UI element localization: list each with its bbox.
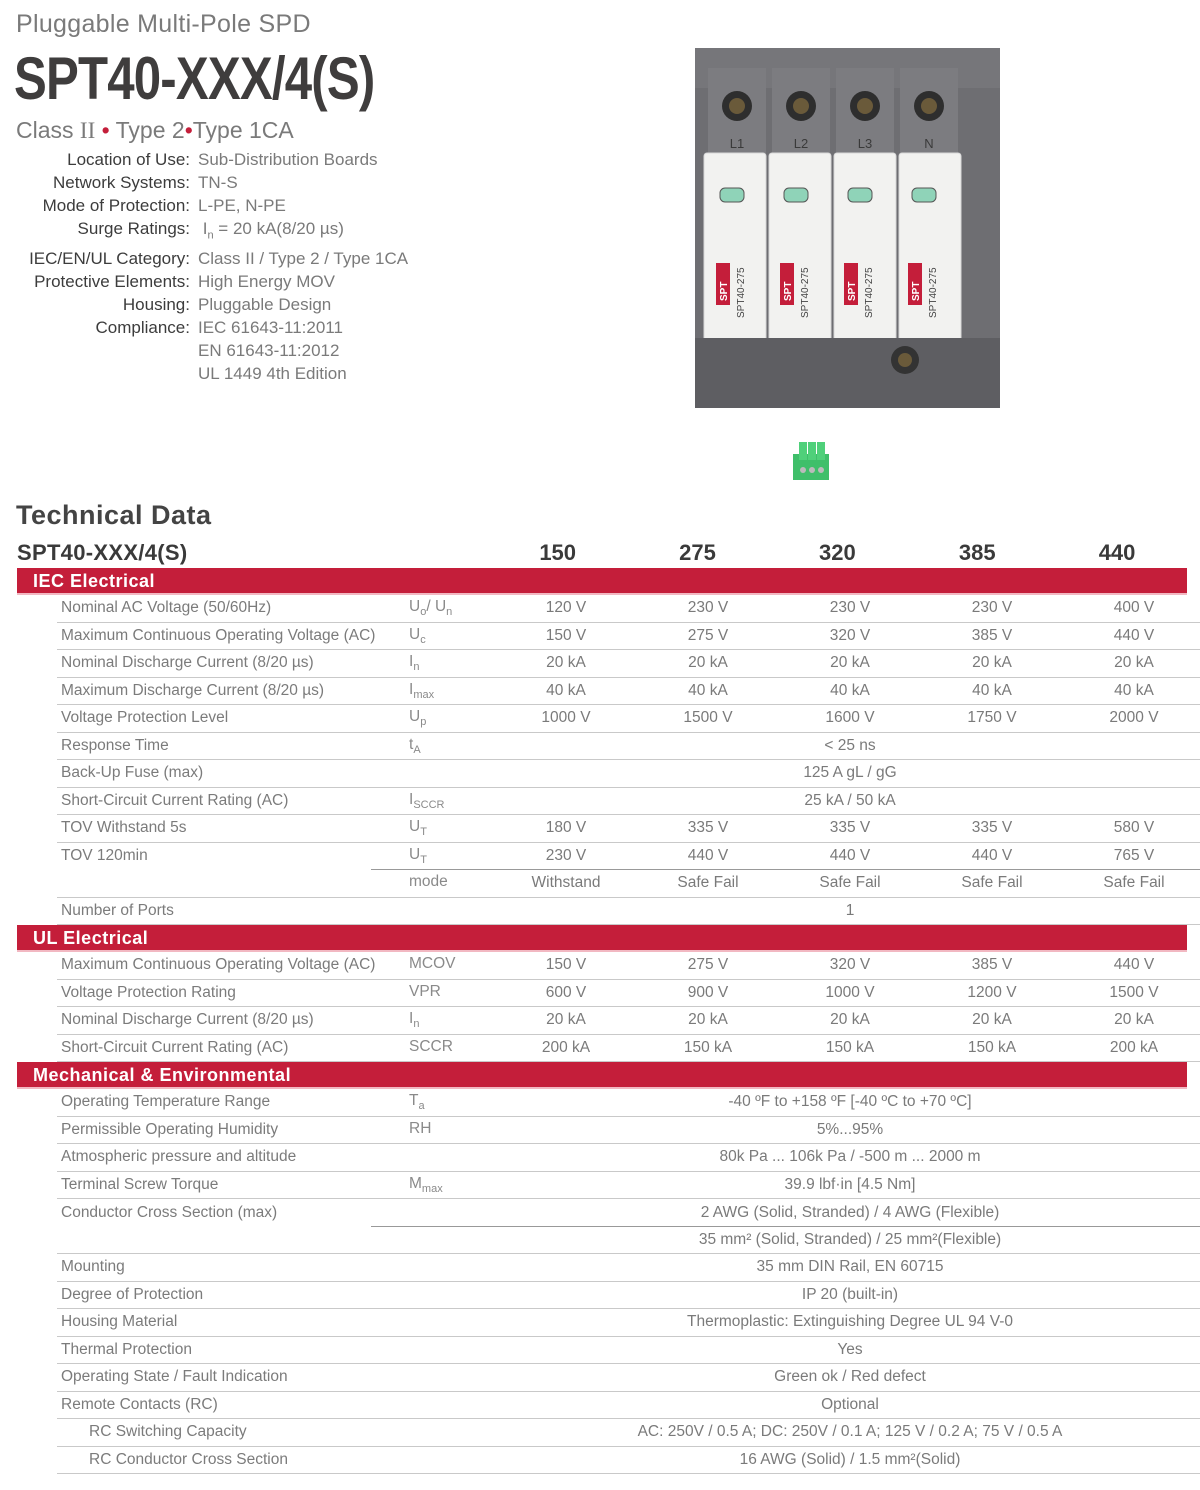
- spec-row: [0, 339, 440, 362]
- table-row: [57, 1364, 1200, 1392]
- row-symbol: [409, 983, 495, 1003]
- row-value: Safe Fail: [819, 874, 881, 892]
- spec-row: [0, 217, 440, 247]
- row-symbol: [409, 791, 495, 811]
- mechanical-rows: [17, 1089, 1187, 1474]
- row-value: 1500 V: [683, 709, 733, 727]
- row-value-merged: 25 kA / 50 kA: [804, 791, 896, 809]
- spec-label: Location of Use:: [67, 150, 190, 169]
- table-row: [57, 1089, 1200, 1117]
- row-symbol: [409, 846, 495, 866]
- row-symbol: [409, 1010, 495, 1030]
- symbol-subscript: n: [413, 661, 420, 674]
- symbol-main: t: [409, 735, 414, 753]
- row-value: 120 V: [545, 599, 587, 617]
- symbol-main: U: [409, 708, 421, 726]
- row-value: 440 V: [971, 847, 1013, 865]
- symbol-main: U: [409, 625, 421, 643]
- section-header-mechanical: Mechanical & Environmental: [17, 1062, 1187, 1089]
- spec-row: [0, 194, 440, 217]
- spec-value: IEC 61643-11:2011: [198, 318, 343, 338]
- table-row: [57, 1447, 1200, 1475]
- product-image: [690, 38, 1030, 418]
- row-label: Maximum Continuous Operating Voltage (AC): [61, 956, 376, 974]
- row-value: 1000 V: [541, 709, 591, 727]
- row-label: Operating Temperature Range: [61, 1093, 271, 1111]
- table-row: [57, 980, 1200, 1008]
- row-label: Voltage Protection Level: [61, 709, 229, 727]
- table-row: [57, 1117, 1200, 1145]
- row-value: 275 V: [687, 626, 729, 644]
- row-value-merged: Thermoplastic: Extinguishing Degree UL 94 V-0: [687, 1313, 1013, 1331]
- symbol-main: I: [409, 790, 414, 808]
- partial-divider: [371, 1226, 1200, 1227]
- row-value: Safe Fail: [961, 874, 1023, 892]
- spec-value-subscript: n: [207, 229, 214, 242]
- row-label: Maximum Continuous Operating Voltage (AC): [61, 626, 376, 644]
- class-roman: II: [79, 118, 96, 143]
- separator-dot: •: [95, 117, 116, 143]
- row-value: 335 V: [687, 819, 729, 837]
- row-value-merged: 39.9 lbf·in [4.5 Nm]: [784, 1175, 916, 1193]
- row-value: 765 V: [1113, 847, 1155, 865]
- row-value-merged: < 25 ns: [824, 736, 876, 754]
- row-label: Nominal Discharge Current (8/20 µs): [61, 654, 314, 672]
- row-symbol: [409, 708, 495, 728]
- section-header-ul: UL Electrical: [17, 925, 1187, 952]
- symbol-subscript: T: [420, 854, 427, 867]
- table-row: [57, 952, 1200, 980]
- table-row: [57, 650, 1200, 678]
- symbol-main: RH: [409, 1119, 432, 1137]
- row-value: 150 kA: [683, 1038, 733, 1056]
- row-value-merged: Yes: [837, 1340, 863, 1358]
- row-value: 1600 V: [825, 709, 875, 727]
- symbol-main: SCCR: [409, 1037, 453, 1055]
- row-value-merged: 80k Pa ... 106k Pa / -500 m ... 2000 m: [719, 1148, 981, 1166]
- row-label: RC Conductor Cross Section: [89, 1450, 288, 1468]
- row-value: 230 V: [687, 599, 729, 617]
- separator-dot: •: [184, 117, 193, 143]
- table-row: [57, 760, 1200, 788]
- symbol-main: U: [409, 598, 421, 616]
- row-label: Mounting: [61, 1258, 125, 1276]
- table-model-header: SPT40-XXX/4(S): [17, 540, 188, 565]
- table-row: [57, 1035, 1200, 1063]
- spec-label: IEC/EN/UL Category:: [29, 249, 190, 269]
- table-row: [57, 1309, 1200, 1337]
- status-indicator-window: [912, 188, 936, 202]
- spec-value: [190, 217, 344, 247]
- row-symbol: [409, 653, 495, 673]
- pole-l3: [834, 68, 896, 348]
- brand-logo-text: SPT: [783, 281, 794, 301]
- table-row: [57, 1007, 1200, 1035]
- status-indicator-window: [784, 188, 808, 202]
- row-value: Safe Fail: [677, 874, 739, 892]
- spec-row: [0, 148, 440, 171]
- table-row: [57, 815, 1200, 843]
- row-value: 20 kA: [546, 1011, 586, 1029]
- spec-value: High Energy MOV: [198, 272, 335, 292]
- row-value: 200 kA: [541, 1038, 591, 1056]
- row-value: 180 V: [545, 819, 587, 837]
- row-value: 900 V: [687, 983, 729, 1001]
- table-row: [57, 678, 1200, 706]
- row-value: 440 V: [829, 847, 871, 865]
- remote-contact-connector-image: [791, 440, 831, 482]
- row-symbol: [409, 1175, 495, 1195]
- row-value: 2000 V: [1109, 709, 1159, 727]
- status-indicator-window: [848, 188, 872, 202]
- row-value-merged: IP 20 (built-in): [801, 1285, 899, 1303]
- row-label: Housing Material: [61, 1313, 178, 1331]
- row-value: 200 kA: [1109, 1038, 1159, 1056]
- table-row: [57, 595, 1200, 623]
- row-symbol: [409, 736, 495, 756]
- spec-label: Housing:: [122, 295, 190, 315]
- row-label: Degree of Protection: [61, 1285, 204, 1303]
- pole-label: L3: [857, 136, 873, 151]
- spec-value: Pluggable Design: [198, 295, 332, 315]
- table-row: [57, 1144, 1200, 1172]
- row-value-merged: 2 AWG (Solid, Stranded) / 4 AWG (Flexible): [700, 1203, 1000, 1221]
- pole-l1: [704, 68, 766, 348]
- row-value-merged: 1: [845, 901, 855, 919]
- row-value-merged: 5%...95%: [816, 1120, 884, 1138]
- row-value: 20 kA: [972, 1011, 1012, 1029]
- ul-rows: [17, 952, 1187, 1062]
- row-label: Short-Circuit Current Rating (AC): [61, 1038, 289, 1056]
- row-label: Conductor Cross Section (max): [61, 1203, 278, 1221]
- row-value-merged: -40 ºF to +158 ºF [-40 ºC to +70 ºC]: [728, 1093, 972, 1111]
- row-value: 335 V: [829, 819, 871, 837]
- table-row: [57, 1227, 1200, 1255]
- plug-module: [704, 153, 766, 348]
- row-value: 275 V: [687, 956, 729, 974]
- row-symbol: [409, 818, 495, 838]
- row-symbol: [409, 681, 495, 701]
- product-subtitle: Pluggable Multi-Pole SPD: [16, 10, 311, 38]
- row-value: 20 kA: [972, 654, 1012, 672]
- row-label: Short-Circuit Current Rating (AC): [61, 791, 289, 809]
- row-value-merged: Green ok / Red defect: [774, 1368, 926, 1386]
- spec-row: [0, 293, 440, 316]
- symbol-main: U: [409, 846, 421, 864]
- row-value: 440 V: [687, 847, 729, 865]
- symbol-main: M: [409, 1174, 422, 1192]
- table-row: [57, 733, 1200, 761]
- spec-label: Network Systems:: [53, 173, 190, 192]
- row-value: 440 V: [1113, 626, 1155, 644]
- section-header-iec: IEC Electrical: [17, 568, 1187, 595]
- symbol-subscript: max: [413, 688, 435, 701]
- partial-divider: [371, 869, 1200, 870]
- column-header: 385: [958, 540, 996, 565]
- row-symbol: [409, 626, 495, 646]
- row-value: 230 V: [971, 599, 1013, 617]
- row-value: 600 V: [545, 983, 587, 1001]
- row-label: Response Time: [61, 736, 169, 754]
- symbol-subscript-2: n: [446, 606, 453, 619]
- class-type1ca: Type 1CA: [192, 117, 294, 143]
- row-value: 20 kA: [688, 654, 728, 672]
- pole-label: L1: [729, 136, 745, 151]
- symbol-main: I: [409, 1010, 414, 1028]
- row-value: 230 V: [829, 599, 871, 617]
- row-symbol: [409, 1120, 495, 1140]
- symbol-main: VPR: [409, 982, 441, 1000]
- row-label: TOV Withstand 5s: [61, 819, 187, 837]
- pole-n: [899, 68, 961, 348]
- row-label: Nominal Discharge Current (8/20 µs): [61, 1011, 314, 1029]
- row-symbol: [409, 1092, 495, 1112]
- symbol-main-2: / U: [426, 598, 447, 616]
- row-value: 20 kA: [546, 654, 586, 672]
- row-value: 150 kA: [967, 1038, 1017, 1056]
- brand-logo-text: SPT: [911, 281, 922, 301]
- row-symbol: [409, 598, 495, 618]
- row-value-merged: AC: 250V / 0.5 A; DC: 250V / 0.1 A; 125 V / 0.2 A; 75 V / 0.5 A: [637, 1423, 1063, 1441]
- row-value: 320 V: [829, 956, 871, 974]
- row-value: Withstand: [531, 874, 601, 892]
- symbol-main: U: [409, 818, 421, 836]
- symbol-main: MCOV: [409, 955, 456, 973]
- spec-label: [0, 362, 190, 385]
- row-value: 1200 V: [967, 983, 1017, 1001]
- row-value-merged: 125 A gL / gG: [803, 764, 897, 782]
- row-value: 1000 V: [825, 983, 875, 1001]
- table-row: [57, 1282, 1200, 1310]
- module-model-label: SPT40-275: [928, 267, 939, 318]
- row-value: 385 V: [971, 626, 1013, 644]
- row-value-merged: 35 mm DIN Rail, EN 60715: [756, 1258, 944, 1276]
- module-model-label: SPT40-275: [736, 267, 747, 318]
- spec-label: Protective Elements:: [34, 272, 190, 292]
- table-row: [57, 1199, 1200, 1227]
- table-row: [57, 1392, 1200, 1420]
- column-header: 150: [539, 540, 577, 565]
- table-row: [57, 898, 1200, 926]
- spec-row: [0, 247, 440, 270]
- row-value: 40 kA: [830, 681, 870, 699]
- table-row: [57, 843, 1200, 871]
- spec-value: EN 61643-11:2012: [198, 341, 340, 361]
- row-value: 40 kA: [972, 681, 1012, 699]
- row-value: 400 V: [1113, 599, 1155, 617]
- row-label: Terminal Screw Torque: [61, 1175, 219, 1193]
- product-model-title: SPT40-XXX/4(S): [14, 45, 375, 112]
- pole-label: L2: [793, 136, 809, 151]
- column-header: 440: [1098, 540, 1136, 565]
- technical-data-title: Technical Data: [16, 500, 212, 530]
- row-value: 320 V: [829, 626, 871, 644]
- row-label: Maximum Discharge Current (8/20 µs): [61, 681, 325, 699]
- row-value-merged: 16 AWG (Solid) / 1.5 mm²(Solid): [739, 1450, 961, 1468]
- spec-label: [0, 339, 190, 362]
- spec-row: [0, 362, 440, 385]
- pole-label: N: [924, 136, 934, 151]
- symbol-subscript: c: [420, 633, 426, 646]
- row-value: 385 V: [971, 956, 1013, 974]
- table-header-row: [17, 536, 1187, 568]
- row-value: 335 V: [971, 819, 1013, 837]
- row-value: 580 V: [1113, 819, 1155, 837]
- spec-row: [0, 171, 440, 194]
- row-label: Permissible Operating Humidity: [61, 1120, 279, 1138]
- pole-l2: [769, 68, 831, 348]
- table-row: [57, 1337, 1200, 1365]
- row-value-merged: 35 mm² (Solid, Stranded) / 25 mm²(Flexible): [698, 1230, 1002, 1248]
- row-value: 440 V: [1113, 956, 1155, 974]
- product-class-line: [16, 117, 294, 144]
- spec-value: UL 1449 4th Edition: [198, 364, 347, 384]
- row-value: 20 kA: [688, 1011, 728, 1029]
- row-label: TOV 120min: [61, 847, 148, 865]
- table-row: [57, 1419, 1200, 1447]
- class-prefix: Class: [16, 117, 80, 143]
- row-label: Operating State / Fault Indication: [61, 1368, 288, 1386]
- symbol-subscript: p: [420, 716, 427, 729]
- module-model-label: SPT40-275: [800, 267, 811, 318]
- row-label: Number of Ports: [61, 901, 174, 919]
- row-value: 20 kA: [1114, 654, 1154, 672]
- row-value-merged: Optional: [821, 1395, 879, 1413]
- housing-bottom: [695, 338, 1000, 408]
- row-label: Back-Up Fuse (max): [61, 764, 204, 782]
- spec-row: [0, 316, 440, 339]
- spec-row: [0, 270, 440, 293]
- symbol-main: mode: [409, 873, 448, 891]
- symbol-subscript: SCCR: [413, 798, 445, 811]
- module-model-label: SPT40-275: [864, 267, 875, 318]
- row-value: 230 V: [545, 847, 587, 865]
- column-header: 275: [679, 540, 716, 565]
- symbol-subscript: n: [413, 1018, 420, 1031]
- row-value: 1750 V: [967, 709, 1017, 727]
- row-value: 40 kA: [1114, 681, 1154, 699]
- table-row: [57, 1254, 1200, 1282]
- row-value: Safe Fail: [1103, 874, 1165, 892]
- row-value: 20 kA: [830, 1011, 870, 1029]
- row-label: Remote Contacts (RC): [61, 1395, 218, 1413]
- iec-rows: [17, 595, 1187, 925]
- row-symbol: [409, 1038, 495, 1058]
- symbol-main: I: [409, 680, 414, 698]
- spec-label: Mode of Protection:: [42, 196, 190, 215]
- table-row: [57, 870, 1200, 898]
- table-row: [57, 788, 1200, 816]
- spec-value-prefix: I: [198, 219, 208, 238]
- row-label: Thermal Protection: [61, 1340, 192, 1358]
- spec-label: Surge Ratings:: [77, 219, 190, 238]
- key-specs-list: [0, 148, 440, 385]
- symbol-subscript: o: [420, 606, 427, 619]
- row-symbol: [409, 873, 495, 893]
- row-label: Atmospheric pressure and altitude: [61, 1148, 297, 1166]
- table-row: [57, 623, 1200, 651]
- row-value: 150 V: [545, 626, 587, 644]
- symbol-subscript: T: [420, 826, 427, 839]
- brand-logo-text: SPT: [847, 281, 858, 301]
- symbol-main: T: [409, 1092, 419, 1110]
- spec-value: Class II / Type 2 / Type 1CA: [198, 249, 409, 269]
- column-header: 320: [819, 540, 856, 565]
- status-indicator-window: [720, 188, 744, 202]
- spec-value: L-PE, N-PE: [198, 196, 286, 215]
- row-value: 40 kA: [546, 681, 586, 699]
- spec-value: TN-S: [198, 173, 238, 192]
- table-row: [57, 1172, 1200, 1200]
- spec-label: Compliance:: [95, 318, 190, 338]
- symbol-main: I: [409, 653, 414, 671]
- table-row: [57, 705, 1200, 733]
- row-label: RC Switching Capacity: [89, 1423, 247, 1441]
- brand-logo-text: SPT: [719, 281, 730, 301]
- symbol-subscript: max: [421, 1182, 443, 1195]
- symbol-subscript: a: [418, 1100, 425, 1113]
- technical-data-table: [17, 536, 1187, 1474]
- row-value: 40 kA: [688, 681, 728, 699]
- row-label: Nominal AC Voltage (50/60Hz): [61, 599, 272, 617]
- spec-value: Sub-Distribution Boards: [198, 150, 378, 169]
- class-type2: Type 2: [115, 117, 185, 143]
- row-symbol: [409, 955, 495, 975]
- spec-value-suffix: = 20 kA(8/20 µs): [213, 219, 344, 238]
- row-label: Voltage Protection Rating: [61, 983, 236, 1001]
- symbol-subscript: A: [413, 743, 421, 756]
- row-value: 20 kA: [830, 654, 870, 672]
- row-value: 150 V: [545, 956, 587, 974]
- row-value: 20 kA: [1114, 1011, 1154, 1029]
- row-value: 150 kA: [825, 1038, 875, 1056]
- row-value: 1500 V: [1109, 983, 1159, 1001]
